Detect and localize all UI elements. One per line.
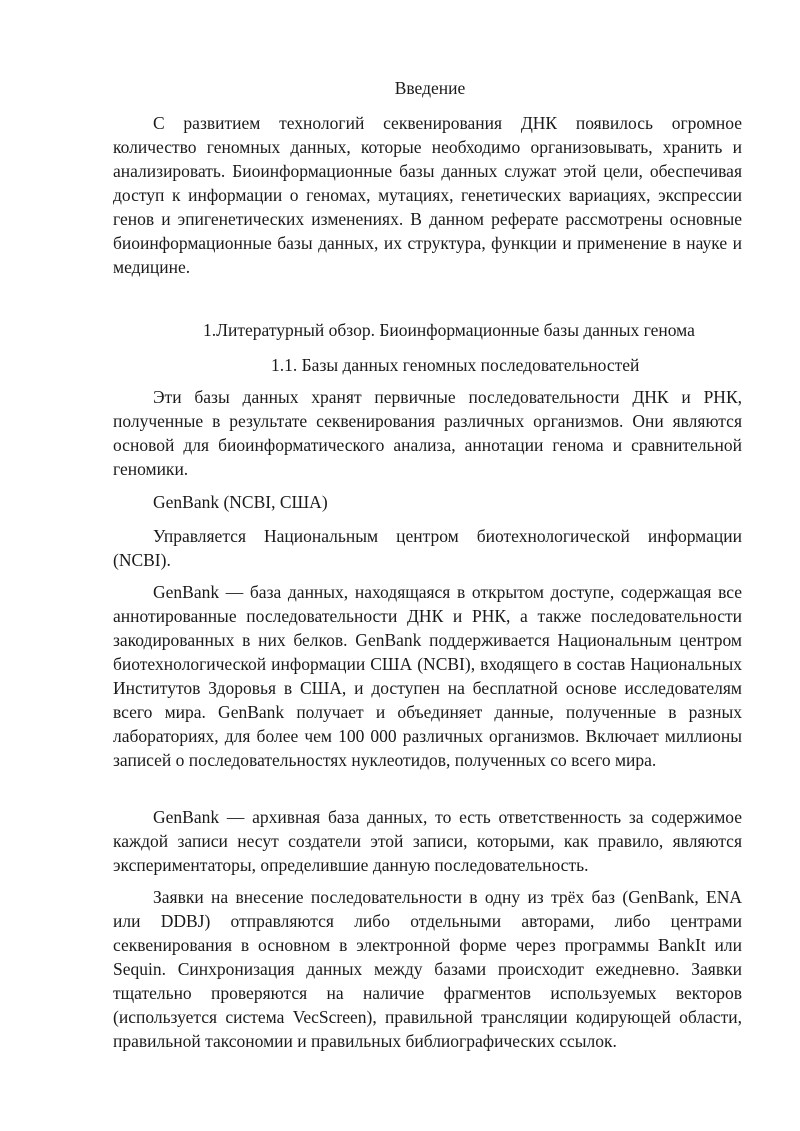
intro-block	[113, 111, 742, 279]
paragraph-block	[113, 580, 742, 772]
paragraph-block	[113, 524, 742, 572]
paragraph-block	[113, 385, 742, 481]
body-paragraph: Эти базы данных хранят первичные последовательности ДНК и РНК, полученные в результате секвенирования различных организмов. Они являются основой для биоинформатического анализа, аннотации генома и сравнительной геномики.	[113, 387, 742, 479]
paragraph-block	[113, 490, 742, 514]
subsection-title: 1.1. Базы данных геномных последовательностей	[271, 355, 640, 375]
intro-heading: Введение	[394, 78, 466, 98]
genbank-label: GenBank (NCBI, США)	[153, 492, 328, 512]
body-paragraph: GenBank — архивная база данных, то есть ответственность за содержимое каждой записи несут создатели этой записи, которыми, как правило, являются экспериментаторы, определившие данную последовательность.	[113, 807, 742, 875]
body-paragraph: GenBank — база данных, находящаяся в открытом доступе, содержащая все аннотированные последовательности ДНК и РНК, а также последовательности закодированных в них белков. GenBank поддерживается Национальным центром биотехнологической информации США (NCBI), входящего в состав Национальных Институтов Здоровья в США, и доступен на бесплатной основе исследователям всего мира. GenBank получает и объединяет данные, полученные в разных лабораториях, для более чем 100 000 различных организмов. Включает миллионы записей о последовательностях нуклеотидов, полученных со всего мира.	[113, 582, 742, 770]
paragraph-block	[113, 885, 742, 1053]
paragraph-block	[113, 805, 742, 877]
intro-paragraph: С развитием технологий секвенирования ДНК появилось огромное количество геномных данных, которые необходимо организовывать, хранить и анализировать. Биоинформационные базы данных служат этой цели, обеспечивая доступ к информации о геномах, мутациях, генетических вариациях, экспрессии генов и эпигенетических изменениях. В данном реферате рассмотрены основные биоинформационные базы данных, их структура, функции и применение в науке и медицине.	[113, 113, 742, 277]
body-paragraph: Управляется Национальным центром биотехнологической информации (NCBI).	[113, 526, 742, 570]
body-paragraph: Заявки на внесение последовательности в одну из трёх баз (GenBank, ENA или DDBJ) отправляются либо отдельными авторами, либо центрами секвенирования в основном в электронной форме через программы BankIt или Sequin. Синхронизация данных между базами происходит ежедневно. Заявки тщательно проверяются на наличие фрагментов используемых векторов (используется система VecScreen), правильной трансляции кодирующей области, правильной таксономии и правильных библиографических ссылок.	[113, 887, 742, 1051]
section-title: 1.Литературный обзор. Биоинформационные базы данных генома	[203, 320, 695, 340]
